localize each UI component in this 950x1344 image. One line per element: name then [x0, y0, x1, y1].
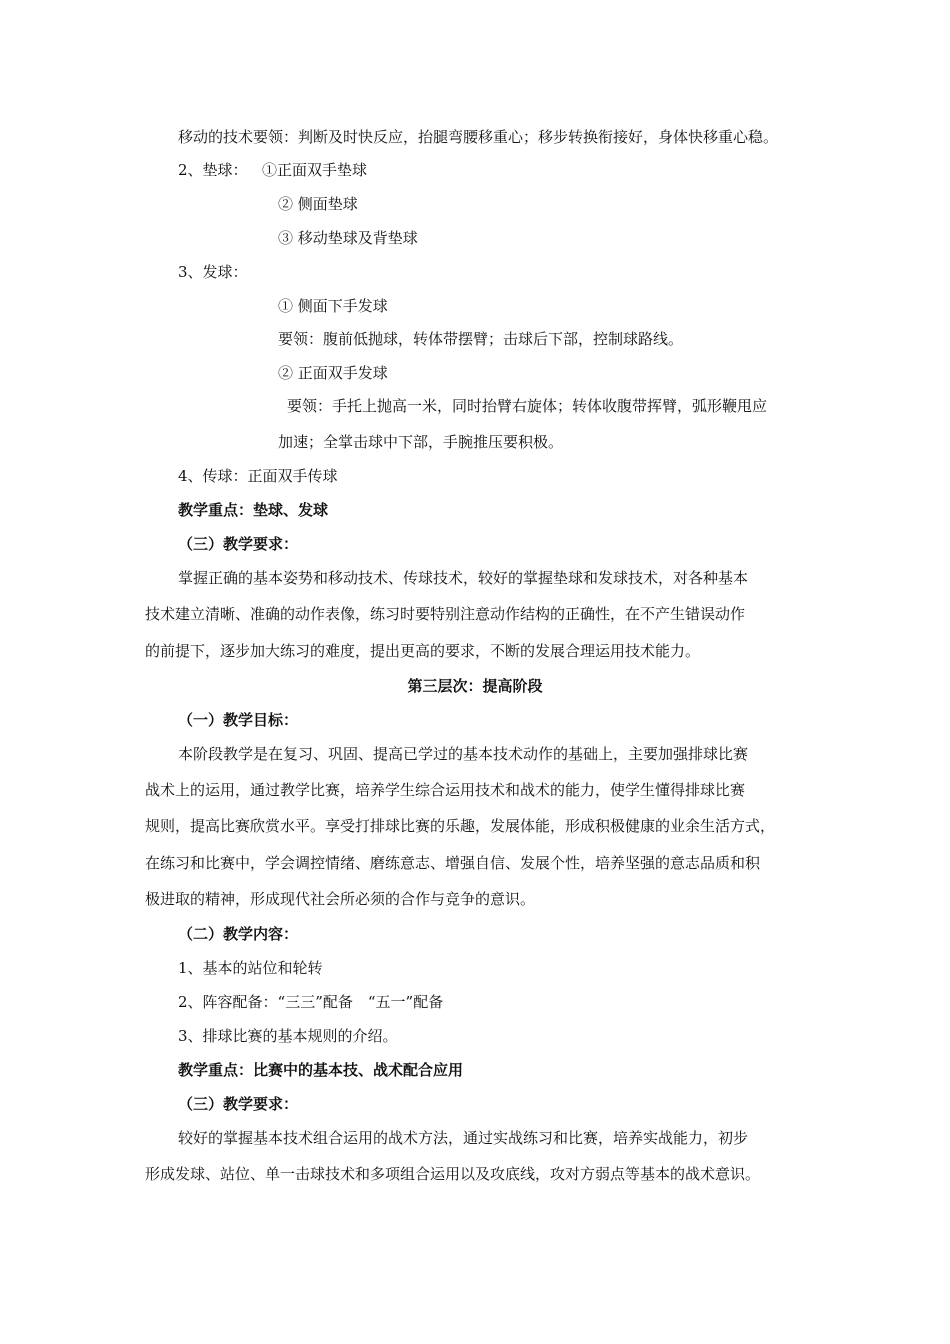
- pass-section: 4、传球：正面双手传球: [178, 467, 338, 485]
- move-technique-tip: 移动的技术要领：判断及时快反应，抬腿弯腰移重心；移步转换衔接好，身体快移重心稳。: [178, 128, 779, 146]
- dig-section-title: 2、垫球：: [178, 161, 248, 179]
- serve-item-2-tip-line-1: 要领：手托上抛高一米，同时抬臂右旋体；转体收腹带挥臂，弧形鞭甩应: [287, 397, 768, 415]
- serve-item-1-tip: 要领：腹前低抛球，转体带摆臂；击球后下部，控制球路线。: [278, 330, 684, 348]
- dig-item-3: ③ 移动垫球及背垫球: [278, 229, 418, 247]
- teaching-focus-heading-3: 教学重点：比赛中的基本技、战术配合应用: [178, 1061, 464, 1079]
- goal-paragraph-line-4: 在练习和比赛中，学会调控情绪、磨练意志、增强自信、发展个性，培养坚强的意志品质和积: [145, 854, 761, 872]
- requirements-paragraph-line-1: 掌握正确的基本姿势和移动技术、传球技术，较好的掌握垫球和发球技术，对各种基本: [178, 569, 749, 587]
- goal-paragraph-line-3: 规则，提高比赛欣赏水平。享受打排球比赛的乐趣，发展体能，形成积极健康的业余生活方式，: [145, 817, 776, 835]
- requirements-paragraph-line-3: 的前提下，逐步加大练习的难度，提出更高的要求，不断的发展合理运用技术能力。: [145, 642, 701, 660]
- teaching-requirements-heading: （三）教学要求：: [178, 535, 299, 553]
- serve-item-1: ① 侧面下手发球: [278, 297, 388, 315]
- content-item-3: 3、排球比赛的基本规则的介绍。: [178, 1027, 398, 1045]
- dig-item-2: ② 侧面垫球: [278, 195, 358, 213]
- teaching-content-heading: （二）教学内容：: [178, 925, 299, 943]
- requirements-3-line-2: 形成发球、站位、单一击球技术和多项组合运用以及攻底线，攻对方弱点等基本的战术意识。: [145, 1165, 761, 1183]
- goal-paragraph-line-5: 极进取的精神，形成现代社会所必须的合作与竞争的意识。: [145, 890, 536, 908]
- serve-item-2: ② 正面双手发球: [278, 364, 388, 382]
- requirements-3-line-1: 较好的掌握基本技术组合运用的战术方法，通过实战练习和比赛，培养实战能力，初步: [178, 1129, 749, 1147]
- serve-item-2-tip-line-2: 加速；全掌击球中下部，手腕推压要积极。: [278, 433, 564, 451]
- level-3-title: 第三层次：提高阶段: [407, 677, 543, 695]
- content-item-1: 1、基本的站位和轮转: [178, 959, 323, 977]
- goal-paragraph-line-2: 战术上的运用，通过教学比赛，培养学生综合运用技术和战术的能力，使学生懂得排球比赛: [145, 781, 746, 799]
- goal-paragraph-line-1: 本阶段教学是在复习、巩固、提高已学过的基本技术动作的基础上，主要加强排球比赛: [178, 745, 749, 763]
- teaching-focus-heading: 教学重点：垫球、发球: [178, 501, 329, 519]
- dig-item-1: ①正面双手垫球: [262, 161, 368, 179]
- requirements-paragraph-line-2: 技术建立清晰、准确的动作表像，练习时要特别注意动作结构的正确性，在不产生错误动作: [145, 605, 746, 623]
- serve-section-title: 3、发球：: [178, 263, 248, 281]
- teaching-goal-heading: （一）教学目标：: [178, 711, 299, 729]
- teaching-requirements-heading-3: （三）教学要求：: [178, 1095, 299, 1113]
- content-item-2: 2、阵容配备：“三三”配备 “五一”配备: [178, 993, 444, 1011]
